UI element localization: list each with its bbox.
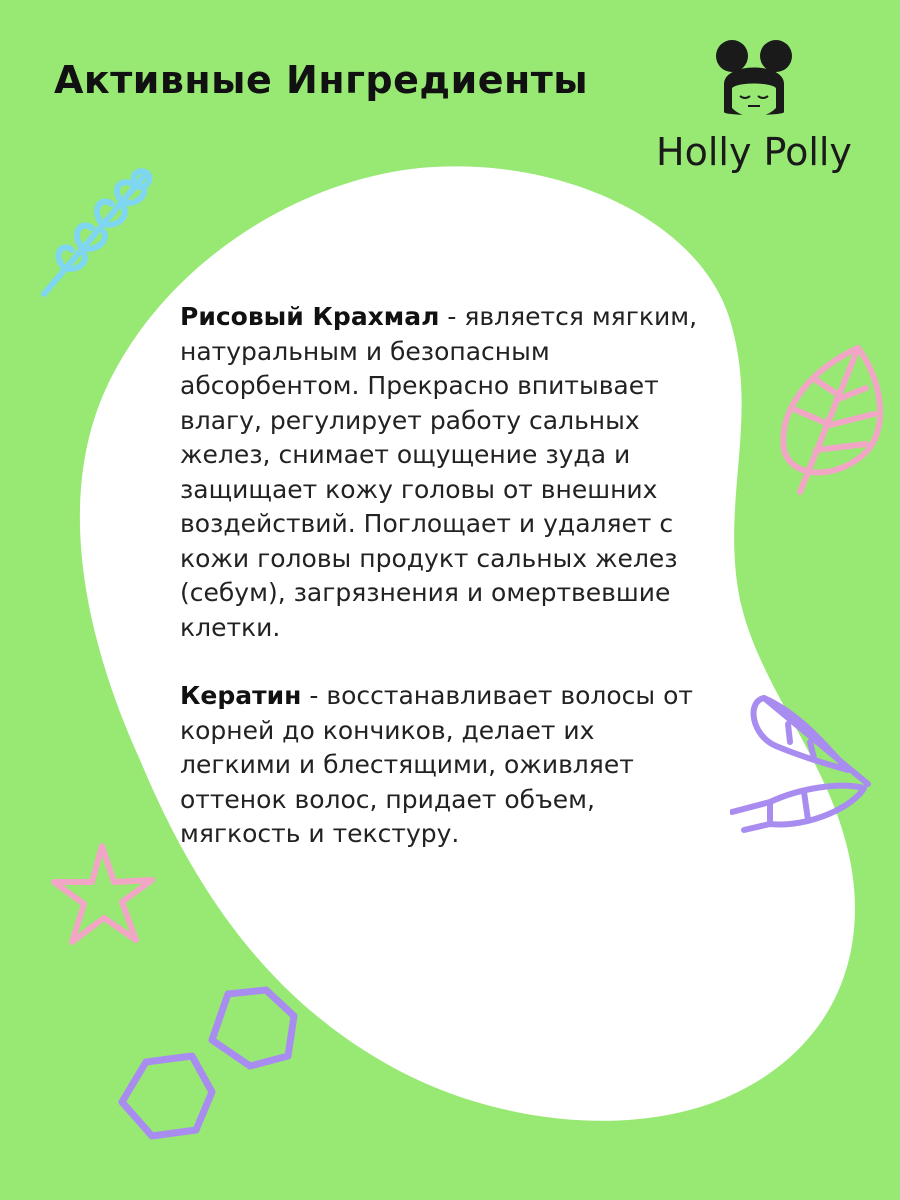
page-title: Активные Ингредиенты [54, 58, 589, 102]
ingredient-name: Рисовый Крахмал [180, 302, 440, 331]
separator: - [439, 302, 465, 331]
ingredient-paragraph-rice [180, 300, 700, 645]
ingredient-paragraph-keratin [180, 679, 700, 852]
star-icon [50, 840, 160, 950]
leaf-icon [770, 340, 890, 500]
separator: - [301, 681, 327, 710]
girl-face-logo-icon [652, 34, 882, 134]
ingredient-description: является мягким, натуральным и безопасным абсорбентом. Прекрасно впитывает влагу, регулирует работу сальных желез, снимает ощущение зуда и защищает кожу головы от внешних воздействий. Поглощает и удаляет с кожи головы продукт сальных желез (себум), загрязнения и омертвевшие клетки. [180, 302, 698, 642]
brand-logo [652, 34, 882, 184]
brand-name: Holly Polly [656, 130, 852, 174]
ingredient-name: Кератин [180, 681, 302, 710]
wheat-icon [36, 166, 156, 302]
hexagon-icon [116, 984, 306, 1148]
feather-icon [730, 684, 880, 854]
ingredient-description: восстанавливает волосы от корней до кончиков, делает их легкими и блестящими, оживляет оттенок волос, придает объем, мягкость и текстуру. [180, 681, 693, 848]
ingredients-text [180, 300, 700, 886]
